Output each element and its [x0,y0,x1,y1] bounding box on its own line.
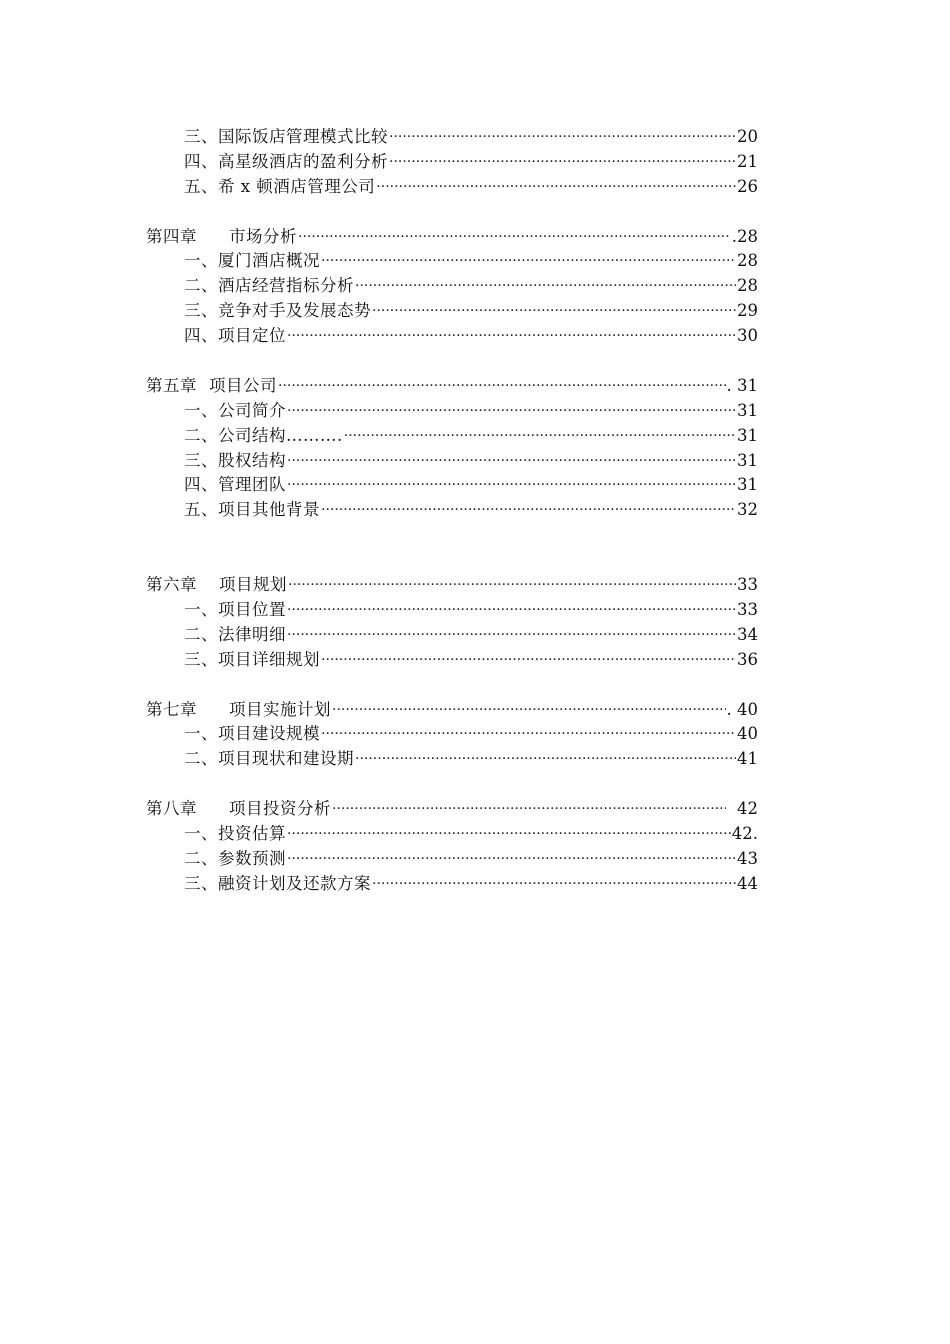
chapter-page: . 40 [726,699,758,719]
toc-chapter-heading [146,698,758,723]
toc-chapter-heading [146,797,758,822]
chapter-label [146,573,287,598]
toc-entry [146,299,758,324]
chapter-number: 第四章 [146,226,197,246]
toc-entry [146,274,758,299]
chapter-title: 项目投资分析 [229,799,331,819]
toc-entry-label: 三、股权结构 [184,450,286,470]
chapter-label [146,225,297,250]
toc-entry-page: 20 [737,127,758,146]
toc-leader-dots [298,225,731,250]
toc-entry-label: 四、管理团队 [184,475,286,495]
toc-entry-label: 四、高星级酒店的盈利分析 [184,151,388,171]
toc-leader-dots [321,648,736,673]
toc-chapter-heading [146,225,758,250]
toc-entry-label: 一、项目位置 [184,599,286,619]
toc-leader-dots [355,747,736,772]
toc-entry-page: 32 [737,500,758,520]
toc-leader-dots [376,175,736,200]
chapter-label [146,698,331,723]
toc-entry [146,598,758,623]
toc-entry-label: 二、参数预测 [184,848,286,868]
toc-entry [146,399,758,424]
toc-entry [146,847,758,872]
toc-entry-page: 26 [737,176,758,196]
toc-entry-page: 31 [737,450,758,470]
section-spacer [146,523,758,573]
toc-entry-label: 三、国际饭店管理模式比较 [184,127,388,146]
toc-leader-dots [372,299,736,324]
toc-entry [146,498,758,523]
toc-entry [146,324,758,349]
toc-entry [146,648,758,673]
section-spacer [146,200,758,225]
toc-entry-label: 三、融资计划及还款方案 [184,873,371,893]
toc-leader-dots [389,125,736,150]
toc-entry-page: 31 [737,425,758,445]
toc-entry-page: 44 [737,873,758,893]
toc-entry-page: 28 [737,251,758,271]
chapter-title: 项目实施计划 [229,699,331,719]
toc-leader-dots [321,722,736,747]
toc-leader-dots [389,150,736,175]
toc-entry-page: 34 [737,624,758,644]
toc-entry [146,424,758,449]
toc-leader-dots [287,623,736,648]
toc-entry-label: 五、项目其他背景 [184,500,320,520]
chapter-label [146,797,331,822]
toc-leader-dots [355,274,736,299]
toc-leader-dots [332,797,726,822]
toc-entry-page: 43 [737,848,758,868]
toc-entry [146,747,758,772]
table-of-contents [146,125,758,897]
chapter-title: 项目规划 [219,575,287,595]
toc-entry [146,822,758,847]
toc-leader-dots [287,399,736,424]
toc-leader-dots [287,847,736,872]
toc-leader-dots [288,573,736,598]
toc-entry-label: 一、公司简介 [184,400,286,420]
toc-entry-page: 30 [737,326,758,346]
chapter-number: 第五章 [146,375,197,395]
toc-entry [146,449,758,474]
chapter-number: 第六章 [146,575,197,595]
toc-entry-page: 31 [737,475,758,495]
toc-chapter-heading [146,374,758,399]
toc-entry-page: 40 [737,724,758,744]
chapter-page: 42 [726,799,758,819]
chapter-title: 市场分析 [229,226,297,246]
toc-leader-dots [344,424,736,449]
toc-entry-label: 一、投资估算 [184,823,286,843]
toc-leader-dots [287,473,736,498]
toc-entry [146,125,758,150]
toc-entry-page: 21 [737,151,758,171]
toc-entry-label: 二、法律明细 [184,624,286,644]
chapter-page: . 31 [726,375,758,395]
toc-entry [146,249,758,274]
toc-leader-dots [321,498,736,523]
chapter-number: 第七章 [146,699,197,719]
toc-entry-label: 三、竞争对手及发展态势 [184,301,371,321]
chapter-page: 33 [737,575,758,595]
toc-entry-page: 41 [737,749,758,769]
chapter-title: 项目公司 [209,375,277,395]
toc-entry-page: 42. [731,823,758,843]
toc-entry-label: 一、项目建设规模 [184,724,320,744]
toc-entry-label: 四、项目定位 [184,326,286,346]
toc-leader-dots [321,249,736,274]
chapter-number: 第八章 [146,799,197,819]
toc-entry [146,150,758,175]
toc-entry-label: 二、酒店经营指标分析 [184,276,354,296]
toc-entry-page: 33 [737,599,758,619]
section-spacer [146,349,758,374]
section-spacer [146,673,758,698]
toc-leader-dots [372,872,736,897]
toc-leader-dots [287,598,736,623]
toc-chapter-heading [146,573,758,598]
toc-leader-dots [287,449,736,474]
toc-entry [146,623,758,648]
toc-leader-dots [287,822,731,847]
toc-entry-label: 五、希 x 顿酒店管理公司 [184,176,376,196]
toc-entry [146,872,758,897]
toc-entry-label: 二、公司结构………. [184,425,343,445]
toc-entry-page: 31 [737,400,758,420]
toc-entry [146,722,758,747]
toc-entry [146,175,758,200]
toc-entry-page: 36 [737,649,758,669]
toc-entry-label: 三、项目详细规划 [184,649,320,669]
toc-entry [146,473,758,498]
toc-leader-dots [332,698,726,723]
chapter-page: .28 [731,226,758,246]
toc-entry-label: 二、项目现状和建设期 [184,749,354,769]
chapter-label [146,374,277,399]
toc-entry-page: 29 [737,301,758,321]
toc-leader-dots [287,324,736,349]
toc-entry-label: 一、厦门酒店概况 [184,251,320,271]
toc-leader-dots [278,374,726,399]
section-spacer [146,772,758,797]
toc-entry-page: 28 [737,276,758,296]
